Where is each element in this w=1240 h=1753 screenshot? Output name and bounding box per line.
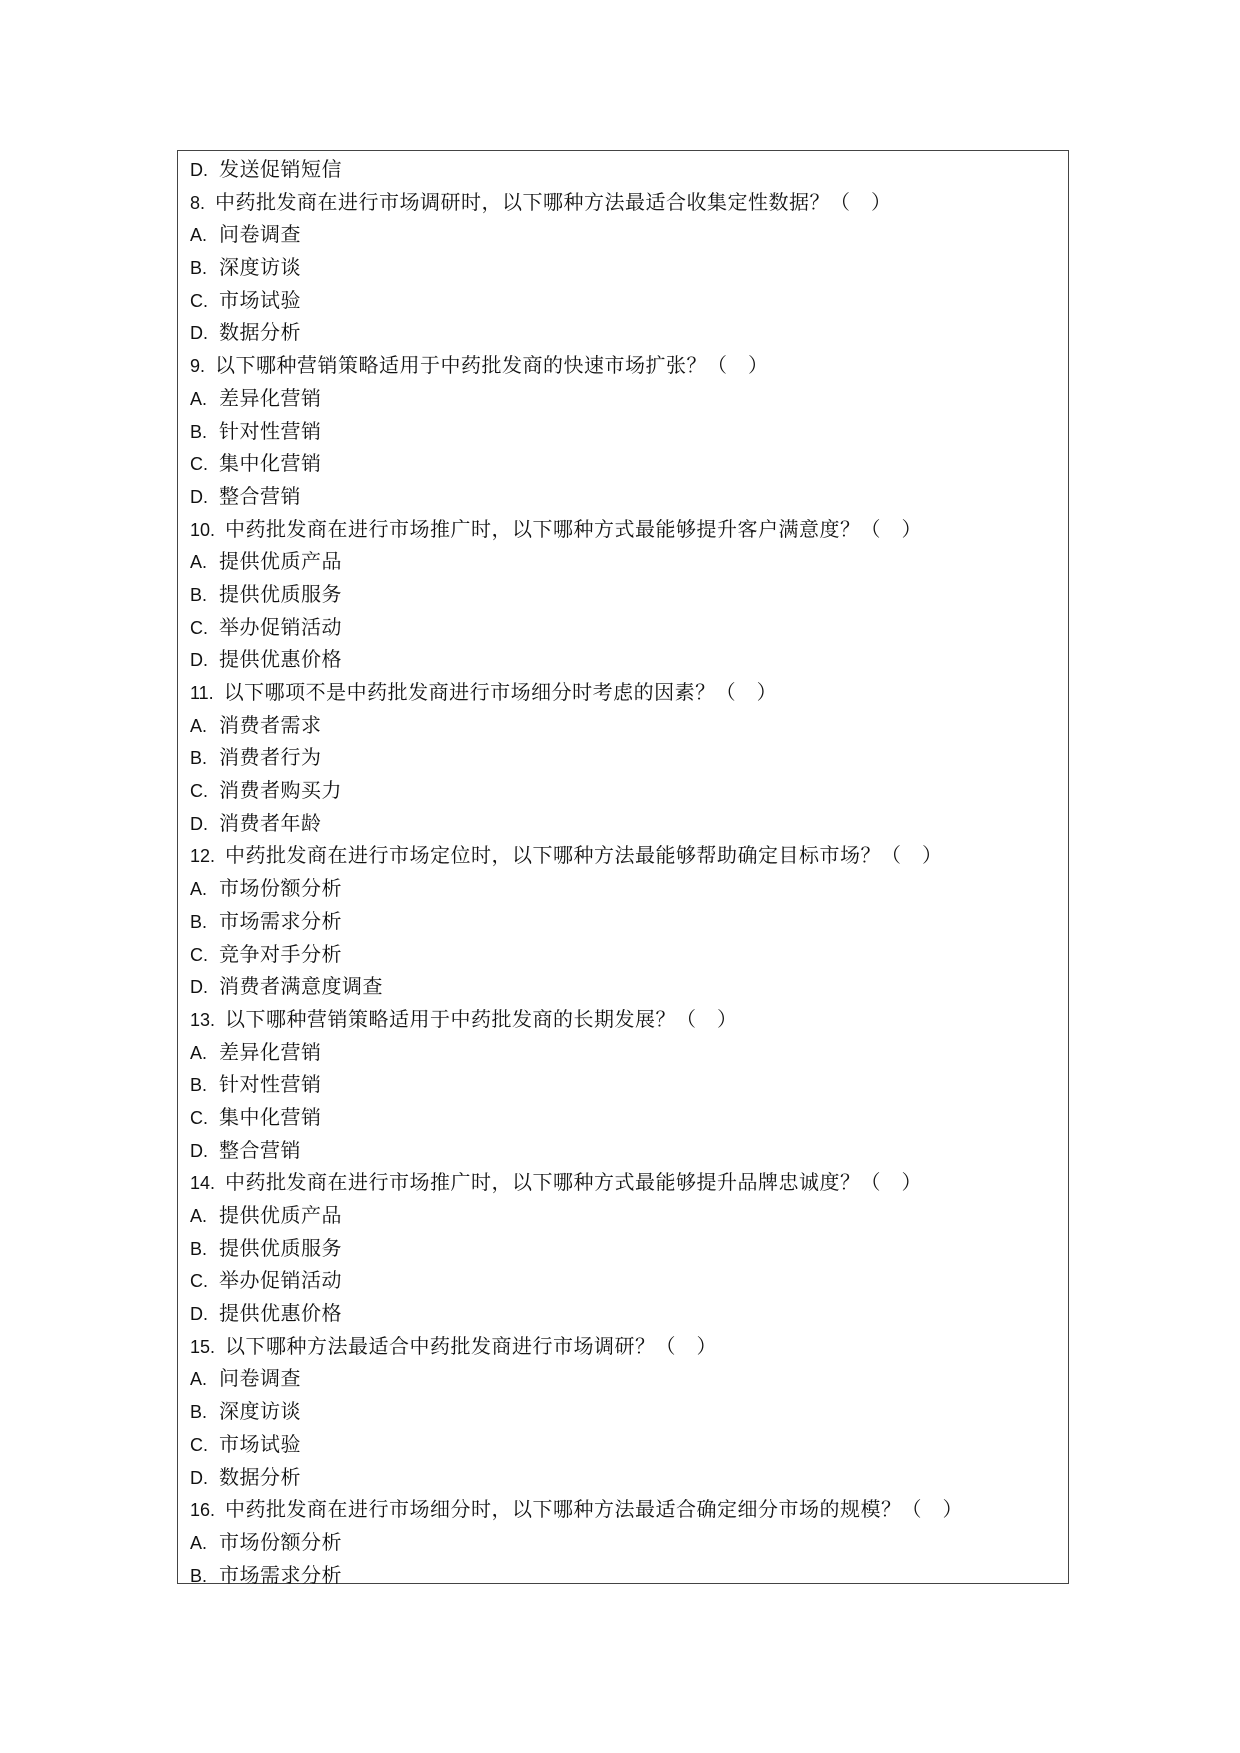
question-number: 8. [190,192,206,213]
option-text: 市场需求分析 [219,1562,342,1587]
option-line [190,316,1058,349]
option-text: 整合营销 [219,1137,301,1162]
option-text: 深度访谈 [219,1399,301,1424]
option-text: 针对性营销 [219,1072,322,1097]
option-line [190,1068,1058,1101]
option-text: 数据分析 [219,320,301,345]
question-number: 9. [190,356,206,377]
question-text: 中药批发商在进行市场调研时，以下哪种方法最适合收集定性数据？（ ） [215,189,892,214]
option-text: 集中化营销 [219,1104,322,1129]
option-line [190,1461,1058,1494]
option-letter: C. [190,944,208,965]
option-letter: A. [190,552,208,573]
question-text: 中药批发商在进行市场定位时，以下哪种方法最能够帮助确定目标市场？（ ） [225,843,943,868]
option-letter: B. [190,584,208,605]
option-letter: D. [190,1467,208,1488]
option-text: 举办促销活动 [219,614,342,639]
option-letter: A. [190,388,208,409]
option-letter: D. [190,1304,208,1325]
option-text: 集中化营销 [219,451,322,476]
option-line [190,545,1058,578]
option-text: 提供优惠价格 [219,647,342,672]
option-text: 消费者满意度调查 [219,974,383,999]
option-text: 消费者年龄 [219,810,322,835]
option-text: 问卷调查 [219,1366,301,1391]
option-text: 差异化营销 [219,1039,322,1064]
option-letter: D. [190,650,208,671]
option-line [190,905,1058,938]
option-text: 市场需求分析 [219,908,342,933]
option-letter: C. [190,290,208,311]
option-line [190,1232,1058,1265]
question-text: 以下哪项不是中药批发商进行市场细分时考虑的因素？（ ） [223,680,778,704]
option-line [190,1134,1058,1167]
option-letter: D. [190,160,208,180]
option-text: 提供优惠价格 [219,1301,342,1326]
option-letter: A. [190,1042,208,1063]
option-line [190,872,1058,905]
option-text: 差异化营销 [219,385,322,410]
option-text: 提供优质服务 [219,1235,342,1260]
option-text: 提供优质服务 [219,581,342,606]
option-line [190,1264,1058,1297]
option-letter: A. [190,715,208,736]
option-letter: A. [190,1532,208,1553]
option-text: 竞争对手分析 [219,941,342,966]
option-line [190,218,1058,251]
option-letter: D. [190,813,208,834]
question-line [190,1003,1058,1036]
option-letter: C. [190,1434,208,1455]
question-number: 14. [190,1173,216,1194]
option-line [190,1036,1058,1069]
option-text: 消费者购买力 [219,778,342,803]
question-line [190,839,1058,872]
question-text: 以下哪种营销策略适用于中药批发商的快速市场扩张？（ ） [215,353,769,378]
question-line [190,349,1058,382]
option-line [190,284,1058,317]
question-number: 16. [190,1500,216,1521]
option-line [190,447,1058,480]
option-letter: A. [190,1206,208,1226]
option-line [190,741,1058,774]
option-line [190,153,1058,186]
option-letter: D. [190,977,208,998]
option-letter: D. [190,1140,208,1161]
option-line [190,774,1058,807]
option-line [190,1297,1058,1330]
option-line [190,1101,1058,1134]
option-line [190,1362,1058,1395]
option-letter: B. [190,1402,208,1423]
question-text: 中药批发商在进行市场细分时，以下哪种方法最适合确定细分市场的规模？（ ） [225,1497,964,1522]
option-letter: B. [190,421,208,442]
question-line [190,513,1058,546]
option-line [190,611,1058,644]
question-number: 13. [190,1009,216,1030]
option-letter: B. [190,1238,208,1259]
question-number: 15. [190,1336,216,1357]
option-line [190,1428,1058,1461]
question-line [190,1166,1058,1199]
option-line [190,807,1058,840]
option-line [190,970,1058,1003]
option-line [190,643,1058,676]
option-letter: C. [190,1107,208,1128]
question-line [190,1330,1058,1363]
page-frame [177,150,1069,1587]
option-line [190,415,1058,448]
option-letter: B. [190,748,208,769]
option-line [190,382,1058,415]
option-text: 针对性营销 [219,418,322,443]
option-letter: C. [190,454,208,475]
question-list [190,153,1058,1591]
option-letter: B. [190,1565,208,1586]
option-text: 提供优质产品 [219,1203,342,1227]
option-text: 举办促销活动 [219,1268,342,1293]
option-text: 整合营销 [219,483,301,508]
option-letter: D. [190,486,208,507]
option-line [190,1526,1058,1559]
option-letter: A. [190,879,208,900]
option-letter: D. [190,323,208,344]
option-letter: C. [190,781,208,802]
option-text: 发送促销短信 [219,157,342,181]
option-text: 市场试验 [219,287,301,312]
question-line [190,1493,1058,1526]
option-text: 数据分析 [219,1464,301,1489]
option-line [190,1395,1058,1428]
option-text: 消费者行为 [219,745,322,770]
option-line [190,1199,1058,1232]
option-text: 问卷调查 [219,222,301,247]
question-text: 中药批发商在进行市场推广时，以下哪种方式最能够提升品牌忠诚度？（ ） [225,1170,923,1195]
option-line [190,251,1058,284]
option-letter: B. [190,258,208,279]
question-line [190,186,1058,219]
question-number: 10. [190,519,216,540]
question-number: 12. [190,846,216,867]
option-letter: A. [190,225,208,246]
question-text: 以下哪种方法最适合中药批发商进行市场调研？（ ） [225,1333,718,1358]
option-line [190,709,1058,742]
question-line [190,676,1058,709]
option-letter: B. [190,911,208,932]
question-text: 以下哪种营销策略适用于中药批发商的长期发展？（ ） [225,1006,738,1031]
question-number: 11. [190,683,214,703]
option-text: 消费者需求 [219,712,322,737]
option-text: 市场份额分析 [219,1529,342,1554]
option-line [190,1559,1058,1592]
option-letter: A. [190,1369,208,1390]
option-line [190,938,1058,971]
option-letter: B. [190,1075,208,1096]
option-letter: C. [190,1271,208,1292]
option-text: 提供优质产品 [219,549,342,574]
option-line [190,480,1058,513]
option-text: 市场份额分析 [219,876,342,901]
option-text: 市场试验 [219,1431,301,1456]
question-text: 中药批发商在进行市场推广时，以下哪种方式最能够提升客户满意度？（ ） [225,516,923,541]
option-text: 深度访谈 [219,255,301,280]
option-line [190,578,1058,611]
option-letter: C. [190,617,208,638]
